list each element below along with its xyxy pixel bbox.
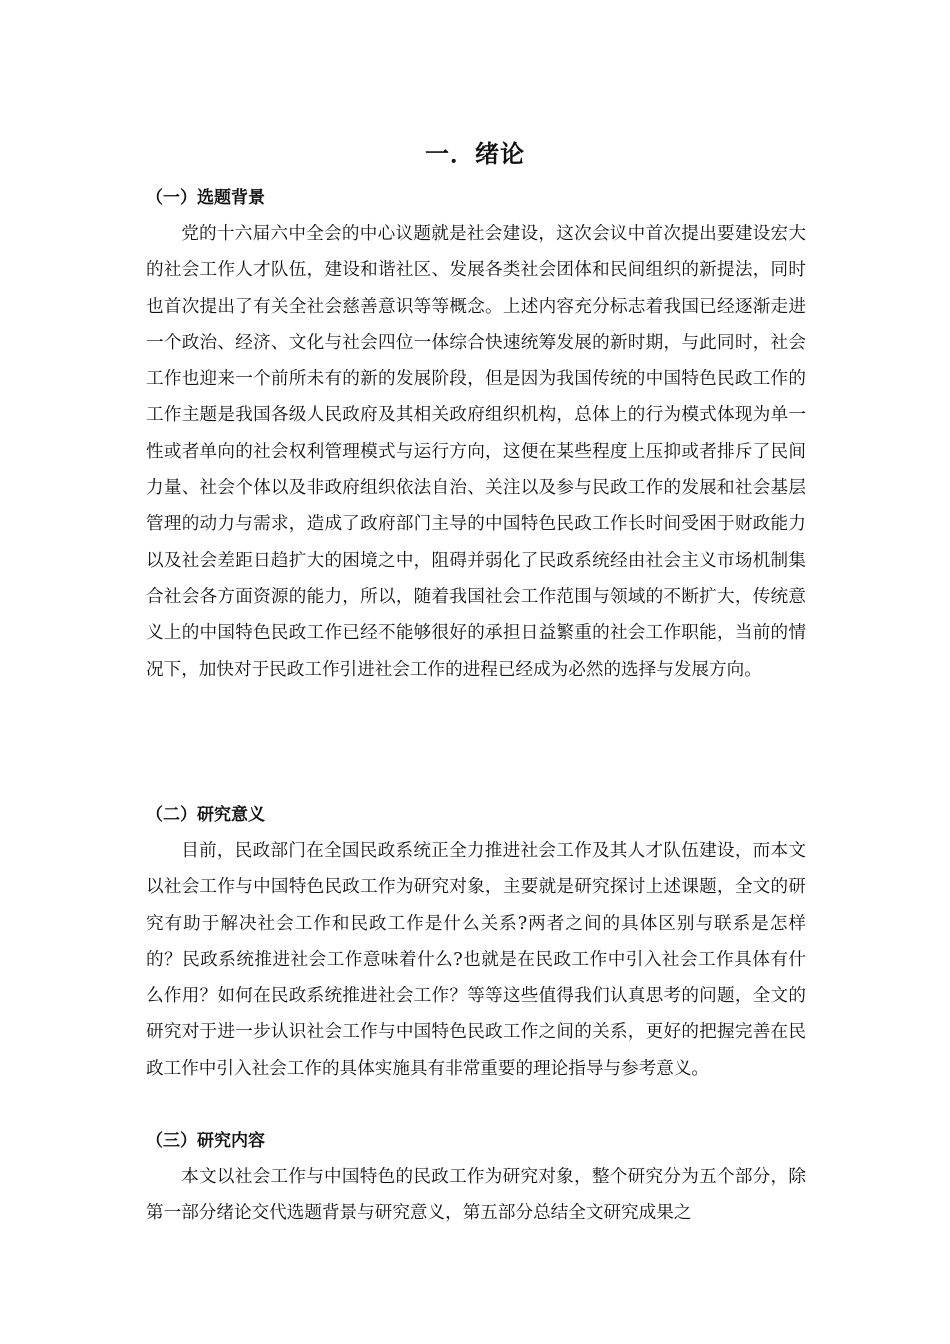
section-heading: （一）选题背景 <box>146 188 265 208</box>
chapter-title: 一．绪论 <box>425 140 525 168</box>
section-paragraph: 党的十六届六中全会的中心议题就是社会建设，这次会议中首次提出要建设宏大的社会工作人才队伍，建设和谐社区、发展各类社会团体和民间组织的新提法，同时也首次提出了有关全社会慈善意识等等概念。上述内容充分标志着我国已经逐渐走进一个政治、经济、文化与社会四位一体综合快速统筹发展的新时期，与此同时，社会工作也迎来一个前所未有的新的发展阶段，但是因为我国传统的中国特色民政工作的工作主题是我国各级人民政府及其相关政府组织机构，总体上的行为模式体现为单一性或者单向的社会权利管理模式与运行方向，这便在某些程度上压抑或者排斥了民间力量、社会个体以及非政府组织依法自治、关注以及参与民政工作的发展和社会基层管理的动力与需求，造成了政府部门主导的中国特色民政工作长时间受困于财政能力以及社会差距日趋扩大的困境之中，阻碍并弱化了民政系统经由社会主义市场机制集合社会各方面资源的能力，所以，随着我国社会工作范围与领域的不断扩大，传统意义上的中国特色民政工作已经不能够很好的承担日益繁重的社会工作职能，当前的情况下，加快对于民政工作引进社会工作的进程已经成为必然的选择与发展方向。 <box>146 224 806 680</box>
section-background <box>146 180 806 797</box>
section-paragraph: 目前，民政部门在全国民政系统正全力推进社会工作及其人才队伍建设，而本文以社会工作与中国特色民政工作为研究对象，主要就是研究探讨上述课题，全文的研究有助于解决社会工作和民政工作是什么关系?两者之间的具体区别与联系是怎样的？民政系统推进社会工作意味着什么?也就是在民政工作中引入社会工作具体有什么作用？如何在民政系统推进社会工作？等等这些值得我们认真思考的问题，全文的研究对于进一步认识社会工作与中国特色民政工作之间的关系，更好的把握完善在民政工作中引入社会工作的具体实施具有非常重要的理论指导与参考意义。 <box>146 841 806 1079</box>
section-heading: （二）研究意义 <box>146 805 265 825</box>
section-significance <box>146 797 806 1123</box>
document-body <box>146 180 806 1232</box>
section-content <box>146 1123 806 1232</box>
section-paragraph: 本文以社会工作与中国特色的民政工作为研究对象，整个研究分为五个部分，除第一部分绪论交代选题背景与研究意义，第五部分总结全文研究成果之 <box>146 1167 806 1224</box>
section-heading: （三）研究内容 <box>146 1131 265 1151</box>
